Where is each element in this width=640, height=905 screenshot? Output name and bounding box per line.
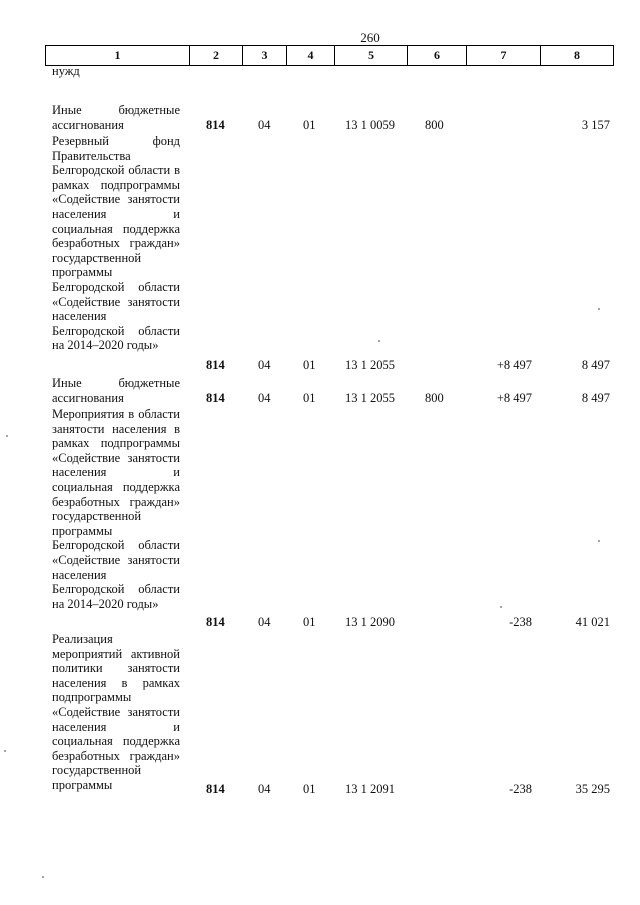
row-total-amount: 3 157	[581, 118, 610, 132]
row-description: Иные бюджетные ассигнования	[52, 103, 180, 132]
column-header-1: 1	[46, 46, 190, 66]
scan-speck	[6, 435, 8, 437]
row-change-amount: +8 497	[496, 391, 532, 405]
row-code-ministry: 814	[206, 118, 225, 132]
row-description: Мероприятия в области занятости населения в рамках подпрограммы «Содействие занятости населения и социальная поддержка безработных граждан» государственной программы Белгородской области «Содействие занятости населения Белгородской области на 2014–2020 годы»	[52, 407, 180, 611]
scan-speck	[598, 308, 600, 310]
scan-speck	[500, 606, 502, 608]
row-code-subsection: 01	[303, 782, 316, 796]
row-code-ministry: 814	[206, 358, 225, 372]
row-code-section: 04	[258, 615, 271, 629]
scan-speck	[4, 750, 6, 752]
row-code-section: 04	[258, 782, 271, 796]
row-code-subsection: 01	[303, 358, 316, 372]
row-change-amount: +8 497	[496, 358, 532, 372]
row-code-target: 13 1 2090	[345, 615, 395, 629]
column-header-4: 4	[287, 46, 335, 66]
row-total-amount: 41 021	[575, 615, 610, 629]
row-description: Реализация мероприятий активной политики занятости населения в рамках подпрограммы «Содействие занятости населения и социальная поддержка безработных граждан» государственной программы	[52, 632, 180, 792]
row-total-amount: 35 295	[575, 782, 610, 796]
scan-speck	[598, 540, 600, 542]
row-description: Резервный фонд Правительства Белгородской области в рамках подпрограммы «Содействие занятости населения и социальная поддержка безработных граждан» государственной программы Белгородской области «Содействие занятости населения Белгородской области на 2014–2020 годы»	[52, 134, 180, 353]
row-code-subsection: 01	[303, 391, 316, 405]
row-code-subsection: 01	[303, 615, 316, 629]
scan-speck	[378, 340, 380, 342]
row-code-ministry: 814	[206, 391, 225, 405]
column-header-5: 5	[335, 46, 408, 66]
row-code-expense-type: 800	[425, 118, 444, 132]
row-code-expense-type: 800	[425, 391, 444, 405]
row-change-amount: -238	[509, 782, 532, 796]
row-code-section: 04	[258, 391, 271, 405]
column-header-2: 2	[190, 46, 243, 66]
row-code-ministry: 814	[206, 615, 225, 629]
scan-speck	[42, 876, 44, 878]
page-number: 260	[360, 30, 380, 45]
column-header-row	[45, 45, 614, 66]
row-code-target: 13 1 2091	[345, 782, 395, 796]
row-total-amount: 8 497	[581, 358, 610, 372]
column-header-3: 3	[243, 46, 287, 66]
column-header-6: 6	[408, 46, 467, 66]
column-header-8: 8	[541, 46, 614, 66]
continued-text-fragment: нужд	[52, 64, 80, 78]
row-code-section: 04	[258, 358, 271, 372]
row-code-ministry: 814	[206, 782, 225, 796]
column-header-7: 7	[467, 46, 541, 66]
row-total-amount: 8 497	[581, 391, 610, 405]
row-code-target: 13 1 2055	[345, 358, 395, 372]
row-code-subsection: 01	[303, 118, 316, 132]
row-code-section: 04	[258, 118, 271, 132]
row-change-amount: -238	[509, 615, 532, 629]
row-description: Иные бюджетные ассигнования	[52, 376, 180, 405]
row-code-target: 13 1 0059	[345, 118, 395, 132]
row-code-target: 13 1 2055	[345, 391, 395, 405]
